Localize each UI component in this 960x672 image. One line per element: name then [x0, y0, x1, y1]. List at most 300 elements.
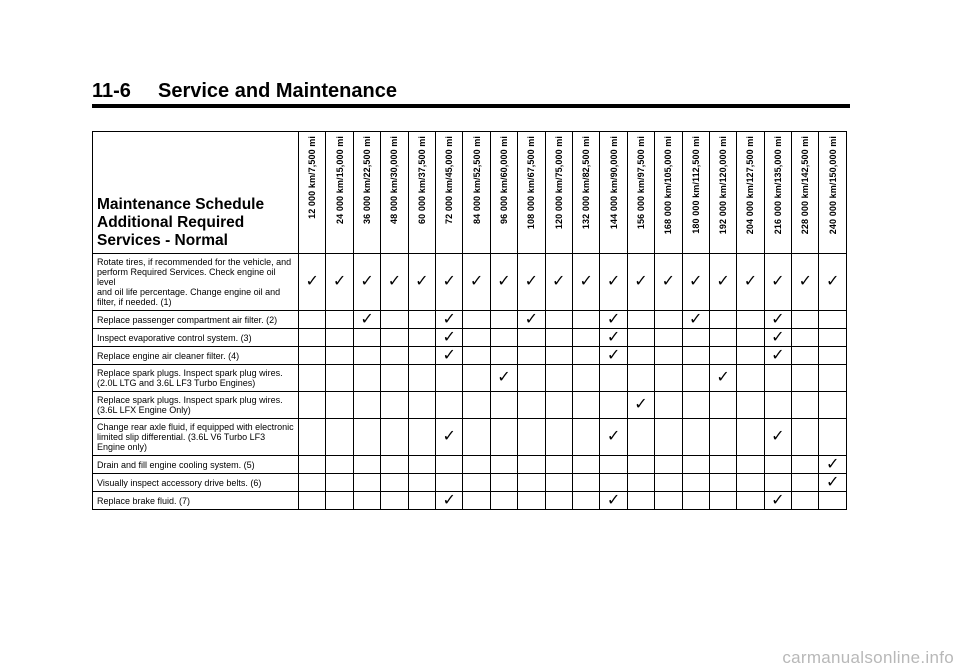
- interval-header-row: [93, 132, 847, 254]
- interval-cell: [819, 365, 847, 392]
- service-description-line: Replace passenger compartment air filter. (2): [97, 314, 278, 325]
- interval-cell: [792, 419, 819, 456]
- interval-cell: [326, 492, 353, 510]
- interval-cell: [600, 254, 627, 311]
- interval-cell: [408, 347, 435, 365]
- interval-cell: [737, 329, 764, 347]
- interval-label: 132 000 km/82,500 mi: [581, 136, 592, 230]
- interval-cell: [572, 474, 599, 492]
- interval-cell: [518, 492, 545, 510]
- interval-cell: [490, 419, 517, 456]
- interval-cell: [737, 254, 764, 311]
- interval-cell: [545, 347, 572, 365]
- interval-cell: [764, 347, 791, 365]
- interval-cell: [353, 347, 380, 365]
- check-mark-icon: ✓: [826, 473, 840, 491]
- interval-cell: [709, 456, 736, 474]
- check-mark-icon: ✓: [771, 310, 785, 328]
- interval-cell: [381, 329, 408, 347]
- interval-cell: [627, 365, 654, 392]
- interval-cell: [518, 329, 545, 347]
- interval-cell: [709, 329, 736, 347]
- interval-cell: [627, 392, 654, 419]
- service-description-line: limited slip differential. (3.6L V6 Turbo LF3: [97, 432, 266, 442]
- interval-cell: [737, 492, 764, 510]
- interval-cell: [436, 456, 463, 474]
- interval-cell: [792, 329, 819, 347]
- interval-cell: [381, 474, 408, 492]
- interval-cell: [627, 492, 654, 510]
- interval-cell: [819, 254, 847, 311]
- interval-cell: [353, 329, 380, 347]
- table-title-line: Services - Normal: [97, 232, 228, 249]
- check-mark-icon: ✓: [497, 273, 511, 290]
- interval-cell: [682, 347, 709, 365]
- interval-header: [490, 132, 517, 254]
- interval-cell: [792, 474, 819, 492]
- service-description-line: and oil life percentage. Change engine oil and: [97, 287, 281, 297]
- interval-cell: [353, 456, 380, 474]
- interval-cell: [709, 311, 736, 329]
- interval-header: [545, 132, 572, 254]
- interval-cell: [408, 474, 435, 492]
- service-description: [93, 392, 299, 419]
- interval-cell: [682, 311, 709, 329]
- interval-header: [326, 132, 353, 254]
- service-description-line: Engine only): [97, 442, 148, 452]
- interval-cell: [490, 456, 517, 474]
- interval-cell: [381, 254, 408, 311]
- interval-cell: [381, 392, 408, 419]
- service-description-line: Rotate tires, if recommended for the vehicle, and: [97, 257, 292, 267]
- interval-cell: [353, 365, 380, 392]
- interval-header: [627, 132, 654, 254]
- table-row: [93, 365, 847, 392]
- service-description-line: Drain and fill engine cooling system. (5): [97, 459, 255, 470]
- interval-header: [299, 132, 326, 254]
- interval-cell: [600, 474, 627, 492]
- check-mark-icon: ✓: [524, 273, 539, 290]
- interval-cell: [353, 474, 380, 492]
- check-mark-icon: ✓: [634, 273, 648, 290]
- interval-cell: [463, 254, 490, 311]
- interval-cell: [819, 347, 847, 365]
- check-mark-icon: ✓: [634, 396, 648, 413]
- interval-cell: [545, 474, 572, 492]
- interval-cell: [709, 392, 736, 419]
- interval-cell: [545, 392, 572, 419]
- interval-cell: [737, 392, 764, 419]
- table-row: [93, 311, 847, 329]
- interval-cell: [436, 492, 463, 510]
- interval-cell: [518, 347, 545, 365]
- interval-header: [381, 132, 408, 254]
- interval-cell: [600, 456, 627, 474]
- interval-cell: [655, 474, 682, 492]
- interval-cell: [792, 347, 819, 365]
- interval-label: 180 000 km/112,500 mi: [690, 136, 701, 234]
- interval-cell: [709, 365, 736, 392]
- check-mark-icon: ✓: [689, 310, 703, 328]
- interval-cell: [792, 456, 819, 474]
- interval-cell: [600, 311, 627, 329]
- interval-header: [572, 132, 599, 254]
- interval-cell: [545, 365, 572, 392]
- interval-cell: [326, 419, 353, 456]
- interval-cell: [627, 347, 654, 365]
- interval-cell: [326, 365, 353, 392]
- interval-cell: [819, 329, 847, 347]
- interval-header: [353, 132, 380, 254]
- interval-cell: [436, 419, 463, 456]
- interval-cell: [682, 365, 709, 392]
- interval-label: 120 000 km/75,000 mi: [553, 136, 564, 230]
- interval-cell: [627, 474, 654, 492]
- interval-cell: [792, 492, 819, 510]
- interval-cell: [819, 419, 847, 456]
- service-description: [93, 474, 299, 492]
- interval-cell: [627, 254, 654, 311]
- interval-cell: [299, 419, 326, 456]
- interval-cell: [709, 492, 736, 510]
- interval-cell: [353, 254, 380, 311]
- interval-cell: [408, 456, 435, 474]
- interval-cell: [655, 347, 682, 365]
- service-description-line: Replace brake fluid. (7): [97, 495, 191, 506]
- interval-header: [682, 132, 709, 254]
- interval-cell: [490, 492, 517, 510]
- interval-cell: [737, 419, 764, 456]
- interval-cell: [764, 492, 791, 510]
- interval-header: [655, 132, 682, 254]
- interval-cell: [792, 311, 819, 329]
- check-mark-icon: ✓: [360, 310, 374, 328]
- interval-cell: [682, 392, 709, 419]
- interval-header: [518, 132, 545, 254]
- interval-cell: [655, 365, 682, 392]
- check-mark-icon: ✓: [771, 346, 785, 364]
- interval-cell: [436, 311, 463, 329]
- interval-cell: [326, 254, 353, 311]
- interval-cell: [572, 311, 599, 329]
- interval-header: [737, 132, 764, 254]
- service-description-line: Inspect evaporative control system. (3): [97, 332, 252, 343]
- interval-cell: [326, 392, 353, 419]
- interval-cell: [764, 329, 791, 347]
- interval-cell: [792, 365, 819, 392]
- interval-cell: [764, 456, 791, 474]
- interval-cell: [819, 392, 847, 419]
- interval-label: 240 000 km/150,000 mi: [827, 136, 838, 235]
- maintenance-schedule-table: [92, 131, 847, 510]
- interval-cell: [436, 347, 463, 365]
- interval-cell: [299, 311, 326, 329]
- interval-header: [792, 132, 819, 254]
- table-row: [93, 456, 847, 474]
- interval-cell: [408, 254, 435, 311]
- interval-header: [436, 132, 463, 254]
- interval-cell: [819, 492, 847, 510]
- interval-cell: [463, 311, 490, 329]
- service-description: [93, 492, 299, 510]
- interval-cell: [682, 456, 709, 474]
- check-mark-icon: ✓: [524, 310, 539, 328]
- interval-cell: [299, 392, 326, 419]
- interval-cell: [764, 254, 791, 311]
- service-description-line: (2.0L LTG and 3.6L LF3 Turbo Engines): [97, 378, 256, 388]
- interval-cell: [490, 474, 517, 492]
- interval-cell: [436, 392, 463, 419]
- interval-label: 168 000 km/105,000 mi: [663, 136, 674, 235]
- interval-cell: [572, 254, 599, 311]
- interval-cell: [600, 329, 627, 347]
- interval-cell: [463, 419, 490, 456]
- check-mark-icon: ✓: [442, 310, 456, 328]
- check-mark-icon: ✓: [415, 273, 429, 290]
- interval-cell: [299, 474, 326, 492]
- interval-label: 204 000 km/127,500 mi: [745, 136, 756, 235]
- check-mark-icon: ✓: [606, 428, 621, 445]
- check-mark-icon: ✓: [771, 428, 785, 445]
- interval-cell: [436, 474, 463, 492]
- interval-cell: [737, 365, 764, 392]
- service-description-line: filter, if needed. (1): [97, 297, 172, 307]
- interval-cell: [353, 311, 380, 329]
- interval-cell: [381, 365, 408, 392]
- service-description: [93, 456, 299, 474]
- interval-cell: [518, 456, 545, 474]
- interval-cell: [518, 419, 545, 456]
- interval-label: 60 000 km/37,500 mi: [416, 136, 427, 224]
- header-rule: [92, 104, 850, 108]
- interval-cell: [408, 329, 435, 347]
- interval-cell: [545, 419, 572, 456]
- check-mark-icon: ✓: [661, 273, 676, 290]
- check-mark-icon: ✓: [552, 273, 566, 290]
- interval-cell: [627, 419, 654, 456]
- check-mark-icon: ✓: [606, 346, 621, 364]
- interval-cell: [737, 474, 764, 492]
- table-row: [93, 419, 847, 456]
- interval-cell: [737, 311, 764, 329]
- check-mark-icon: ✓: [442, 346, 456, 364]
- interval-cell: [655, 492, 682, 510]
- interval-cell: [353, 419, 380, 456]
- interval-label: 84 000 km/52,500 mi: [471, 136, 482, 224]
- interval-cell: [299, 365, 326, 392]
- interval-cell: [518, 474, 545, 492]
- interval-cell: [545, 329, 572, 347]
- interval-label: 96 000 km/60,000 mi: [498, 136, 509, 224]
- table-row: [93, 474, 847, 492]
- interval-cell: [299, 254, 326, 311]
- interval-cell: [764, 365, 791, 392]
- check-mark-icon: ✓: [442, 273, 456, 290]
- check-mark-icon: ✓: [716, 273, 730, 290]
- interval-cell: [572, 392, 599, 419]
- table-row: [93, 347, 847, 365]
- interval-cell: [353, 492, 380, 510]
- interval-cell: [600, 365, 627, 392]
- service-description-line: Replace spark plugs. Inspect spark plug wires.: [97, 368, 283, 378]
- interval-cell: [764, 311, 791, 329]
- interval-cell: [764, 474, 791, 492]
- interval-cell: [709, 474, 736, 492]
- check-mark-icon: ✓: [606, 310, 621, 328]
- watermark: carmanualsonline.info: [782, 648, 954, 667]
- interval-label: 216 000 km/135,000 mi: [772, 136, 783, 235]
- check-mark-icon: ✓: [497, 369, 511, 386]
- interval-cell: [545, 311, 572, 329]
- interval-cell: [682, 329, 709, 347]
- service-description-line: Visually inspect accessory drive belts. (6): [97, 477, 262, 488]
- interval-cell: [682, 474, 709, 492]
- interval-cell: [381, 456, 408, 474]
- interval-label: 228 000 km/142,500 mi: [800, 136, 811, 235]
- interval-cell: [463, 347, 490, 365]
- interval-label: 192 000 km/120,000 mi: [718, 136, 729, 235]
- interval-cell: [463, 456, 490, 474]
- interval-cell: [490, 347, 517, 365]
- service-description: [93, 347, 299, 365]
- interval-cell: [463, 329, 490, 347]
- table-row: [93, 392, 847, 419]
- interval-cell: [545, 492, 572, 510]
- interval-cell: [819, 474, 847, 492]
- interval-header: [819, 132, 847, 254]
- table-row: [93, 492, 847, 510]
- interval-cell: [326, 474, 353, 492]
- service-description: [93, 254, 299, 311]
- interval-label: 156 000 km/97,500 mi: [635, 136, 646, 230]
- service-description: [93, 329, 299, 347]
- interval-cell: [518, 311, 545, 329]
- check-mark-icon: ✓: [826, 273, 840, 290]
- interval-cell: [655, 392, 682, 419]
- interval-cell: [764, 392, 791, 419]
- check-mark-icon: ✓: [689, 273, 703, 290]
- interval-cell: [627, 311, 654, 329]
- interval-cell: [490, 311, 517, 329]
- check-mark-icon: ✓: [305, 273, 319, 290]
- interval-label: 24 000 km/15,000 mi: [334, 136, 345, 224]
- interval-cell: [545, 254, 572, 311]
- interval-cell: [655, 419, 682, 456]
- interval-cell: [709, 254, 736, 311]
- interval-cell: [326, 329, 353, 347]
- table-title: [93, 132, 299, 254]
- interval-cell: [490, 329, 517, 347]
- interval-header: [600, 132, 627, 254]
- table-title-line: Maintenance Schedule: [97, 196, 265, 213]
- check-mark-icon: ✓: [606, 491, 621, 509]
- interval-cell: [408, 392, 435, 419]
- service-description-line: Change rear axle fluid, if equipped with electronic: [97, 422, 294, 432]
- interval-header: [463, 132, 490, 254]
- interval-cell: [764, 419, 791, 456]
- interval-cell: [463, 392, 490, 419]
- check-mark-icon: ✓: [387, 273, 402, 290]
- interval-cell: [655, 254, 682, 311]
- interval-label: 108 000 km/67,500 mi: [526, 136, 537, 230]
- interval-cell: [518, 365, 545, 392]
- section-title: Service and Maintenance: [158, 80, 397, 102]
- interval-cell: [655, 311, 682, 329]
- interval-cell: [299, 329, 326, 347]
- interval-cell: [572, 347, 599, 365]
- interval-cell: [572, 419, 599, 456]
- table-title-line: Additional Required: [97, 214, 245, 231]
- interval-cell: [381, 419, 408, 456]
- table-row: [93, 254, 847, 311]
- interval-cell: [408, 492, 435, 510]
- page-number: 11-6: [92, 80, 131, 102]
- check-mark-icon: ✓: [743, 273, 758, 290]
- check-mark-icon: ✓: [442, 491, 456, 509]
- check-mark-icon: ✓: [771, 328, 785, 346]
- interval-cell: [545, 456, 572, 474]
- check-mark-icon: ✓: [826, 455, 840, 473]
- interval-cell: [819, 311, 847, 329]
- check-mark-icon: ✓: [442, 428, 456, 445]
- interval-cell: [572, 456, 599, 474]
- interval-cell: [490, 365, 517, 392]
- interval-cell: [627, 456, 654, 474]
- interval-cell: [627, 329, 654, 347]
- interval-cell: [572, 492, 599, 510]
- interval-cell: [299, 456, 326, 474]
- service-description-line: perform Required Services. Check engine oil level: [97, 267, 276, 287]
- table-row: [93, 329, 847, 347]
- interval-header: [709, 132, 736, 254]
- interval-cell: [353, 392, 380, 419]
- interval-cell: [463, 365, 490, 392]
- interval-header: [408, 132, 435, 254]
- check-mark-icon: ✓: [716, 369, 730, 386]
- service-description-line: (3.6L LFX Engine Only): [97, 405, 191, 415]
- interval-cell: [518, 254, 545, 311]
- interval-label: 72 000 km/45,000 mi: [444, 136, 455, 224]
- interval-header: [764, 132, 791, 254]
- service-description: [93, 419, 299, 456]
- interval-cell: [682, 492, 709, 510]
- interval-cell: [792, 392, 819, 419]
- interval-cell: [792, 254, 819, 311]
- interval-label: 36 000 km/22,500 mi: [362, 136, 373, 224]
- interval-cell: [655, 456, 682, 474]
- interval-cell: [326, 311, 353, 329]
- check-mark-icon: ✓: [442, 328, 456, 346]
- interval-cell: [737, 347, 764, 365]
- interval-cell: [490, 254, 517, 311]
- interval-cell: [299, 347, 326, 365]
- service-description: [93, 311, 299, 329]
- interval-cell: [737, 456, 764, 474]
- service-description: [93, 365, 299, 392]
- check-mark-icon: ✓: [469, 273, 484, 290]
- interval-cell: [572, 365, 599, 392]
- interval-label: 144 000 km/90,000 mi: [608, 136, 619, 230]
- interval-cell: [436, 329, 463, 347]
- check-mark-icon: ✓: [771, 273, 785, 290]
- interval-cell: [600, 347, 627, 365]
- interval-cell: [381, 311, 408, 329]
- interval-cell: [408, 365, 435, 392]
- interval-cell: [600, 419, 627, 456]
- check-mark-icon: ✓: [579, 273, 593, 290]
- interval-cell: [682, 254, 709, 311]
- service-description-line: Replace engine air cleaner filter. (4): [97, 350, 240, 361]
